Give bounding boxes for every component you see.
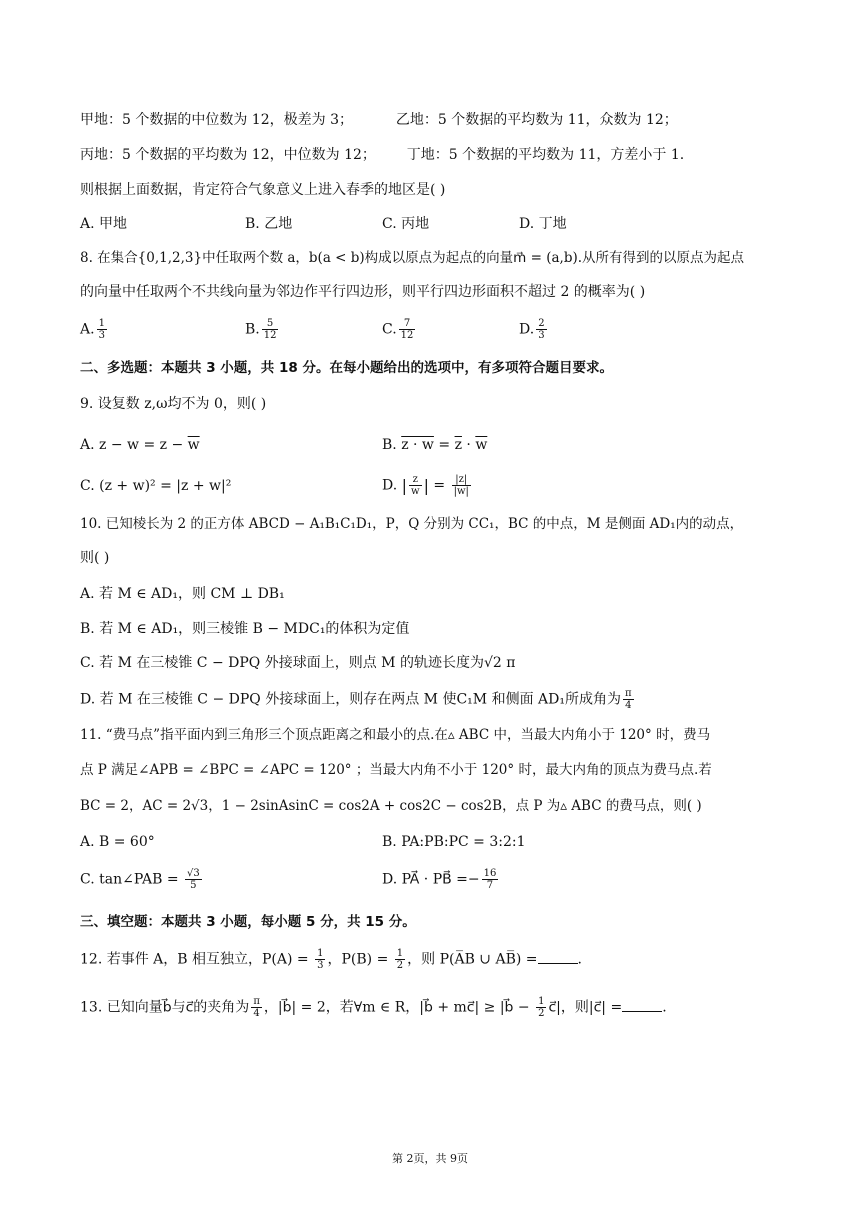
page-footer: 第 2页，共 9页	[392, 1152, 468, 1165]
q8-line1: 8. 在集合{0,1,2,3}中任取两个数 a，b(a < b)构成以原点为起点的向量m⃗ = (a,b).从所有得到的以原点为起点	[80, 250, 745, 266]
q7-option-a: A. 甲地	[80, 216, 128, 232]
q7-yi: 乙地：5 个数据的平均数为 11，众数为 12；	[395, 112, 678, 128]
q10-option-d: D. 若 M 在三棱锥 C − DPQ 外接球面上，则存在两点 M 使C₁M 和侧面 AD₁所成角为 $\frac{\pi}{4}$	[80, 688, 632, 711]
q13-answer-blank[interactable]	[622, 997, 662, 1012]
q7-option-d: D. 丁地	[519, 216, 567, 232]
q11-line1: 11. “费马点”指平面内到三角形三个顶点距离之和最小的点.在▵ ABC 中，当最大内角小于 120° 时，费马	[80, 727, 711, 743]
q10-line2: 则( )	[80, 550, 110, 566]
q11-option-c: C. tan∠PAB = $\frac{√3}{5}$	[80, 868, 200, 891]
section2-heading: 二、多选题：本题共 3 小题，共 18 分。在每小题给出的选项中，有多项符合题目要求。	[80, 360, 613, 376]
q10-option-b: B. 若 M ∈ AD₁，则三棱锥 B − MDC₁的体积为定值	[80, 621, 410, 637]
q8-d-den: 3	[538, 330, 545, 341]
q7-option-b: B. 乙地	[245, 216, 293, 232]
q7-option-c: C. 丙地	[382, 216, 430, 232]
q8-a-num: 1	[98, 318, 105, 329]
q9-option-c: C. (z + w)² = |z + w|²	[80, 478, 232, 494]
q8-line2: 的向量中任取两个不共线向量为邻边作平行四边形，则平行四边形面积不超过 2 的概率为( )	[80, 284, 646, 300]
q8-d-num: 2	[538, 318, 545, 329]
q8-option-b: B. $\frac{5}{12}$	[245, 318, 277, 341]
q8-options	[80, 318, 780, 344]
q7-line2	[80, 145, 684, 165]
q11-line2: 点 P 满足∠APB = ∠BPC = ∠APC = 120° ；当最大内角不小于 120° 时，最大内角的顶点为费马点.若	[80, 762, 712, 778]
section3-heading: 三、填空题：本题共 3 小题，每小题 5 分，共 15 分。	[80, 914, 416, 930]
q8-c-den: 12	[400, 330, 414, 341]
q7-ding: 丁地：5 个数据的平均数为 11，方差小于 1.	[406, 147, 685, 163]
q8-option-a: A. $\frac{1}{3}$	[80, 318, 105, 341]
q9-option-a: A. $z - w = z - \overline{w}$	[80, 437, 200, 453]
q9-options-row2	[80, 474, 780, 502]
q8-c-num: 7	[399, 318, 416, 330]
q12-line: 12. 若事件 A，B 相互独立，P(A) = $\frac{1}{3}$ ，P(B) = $\frac{1}{2}$ ，则 P(A̅B ∪ AB̅) = .	[80, 948, 582, 971]
q7-jia: 甲地：5 个数据的中位数为 12，极差为 3；	[80, 112, 353, 128]
q12-answer-blank[interactable]	[538, 949, 578, 964]
q11-line3: BC = 2，AC = 2√3，1 − 2sinAsinC = cos2A + cos2C − cos2B，点 P 为▵ ABC 的费马点，则( )	[80, 798, 702, 814]
q11-option-d: D. PA⃗ · PB⃗ =− $\frac{16}{7}$	[382, 868, 497, 891]
q13-line: 13. 已知向量b⃗与c⃗的夹角为 $\frac{\pi}{4}$ ，|b⃗| = 2，若∀m ∈ R，|b⃗ + mc⃗| ≥ |b⃗ − $\frac{1}{2}$ c⃗|，则|c⃗| = .	[80, 996, 667, 1019]
q7-stem: 则根据上面数据，肯定符合气象意义上进入春季的地区是( )	[80, 182, 446, 198]
q7-line1	[80, 110, 678, 130]
q11-options-row2	[80, 868, 780, 896]
q7-bing: 丙地：5 个数据的平均数为 12，中位数为 12；	[80, 147, 376, 163]
q8-b-den: 12	[263, 330, 277, 341]
q10-line1: 10. 已知棱长为 2 的正方体 ABCD − A₁B₁C₁D₁，P，Q 分别为 CC₁，BC 的中点，M 是侧面 AD₁内的动点，	[80, 516, 744, 532]
q8-option-c: C. $\frac{7}{12}$	[382, 318, 414, 341]
q11-option-b: B. PA:PB:PC = 3:2:1	[382, 834, 526, 850]
q11-option-a: A. B = 60°	[80, 834, 155, 850]
q8-a-den: 3	[98, 330, 105, 341]
q10-option-a: A. 若 M ∈ AD₁，则 CM ⊥ DB₁	[80, 586, 285, 602]
q9-option-b: B. $z \cdot w = \overline{z} \cdot \overline{w}$	[382, 437, 488, 453]
q8-b-num: 5	[262, 318, 279, 330]
q8-option-d: D. $\frac{2}{3}$	[519, 318, 545, 341]
q9-stem: 9. 设复数 z,ω均不为 0，则( )	[80, 396, 267, 412]
q9-option-d: D. | $\frac{z}{w}$ | = $\frac{|z|}{|w|}$	[382, 474, 469, 497]
q10-option-c: C. 若 M 在三棱锥 C − DPQ 外接球面上，则点 M 的轨迹长度为√2 π	[80, 655, 516, 671]
